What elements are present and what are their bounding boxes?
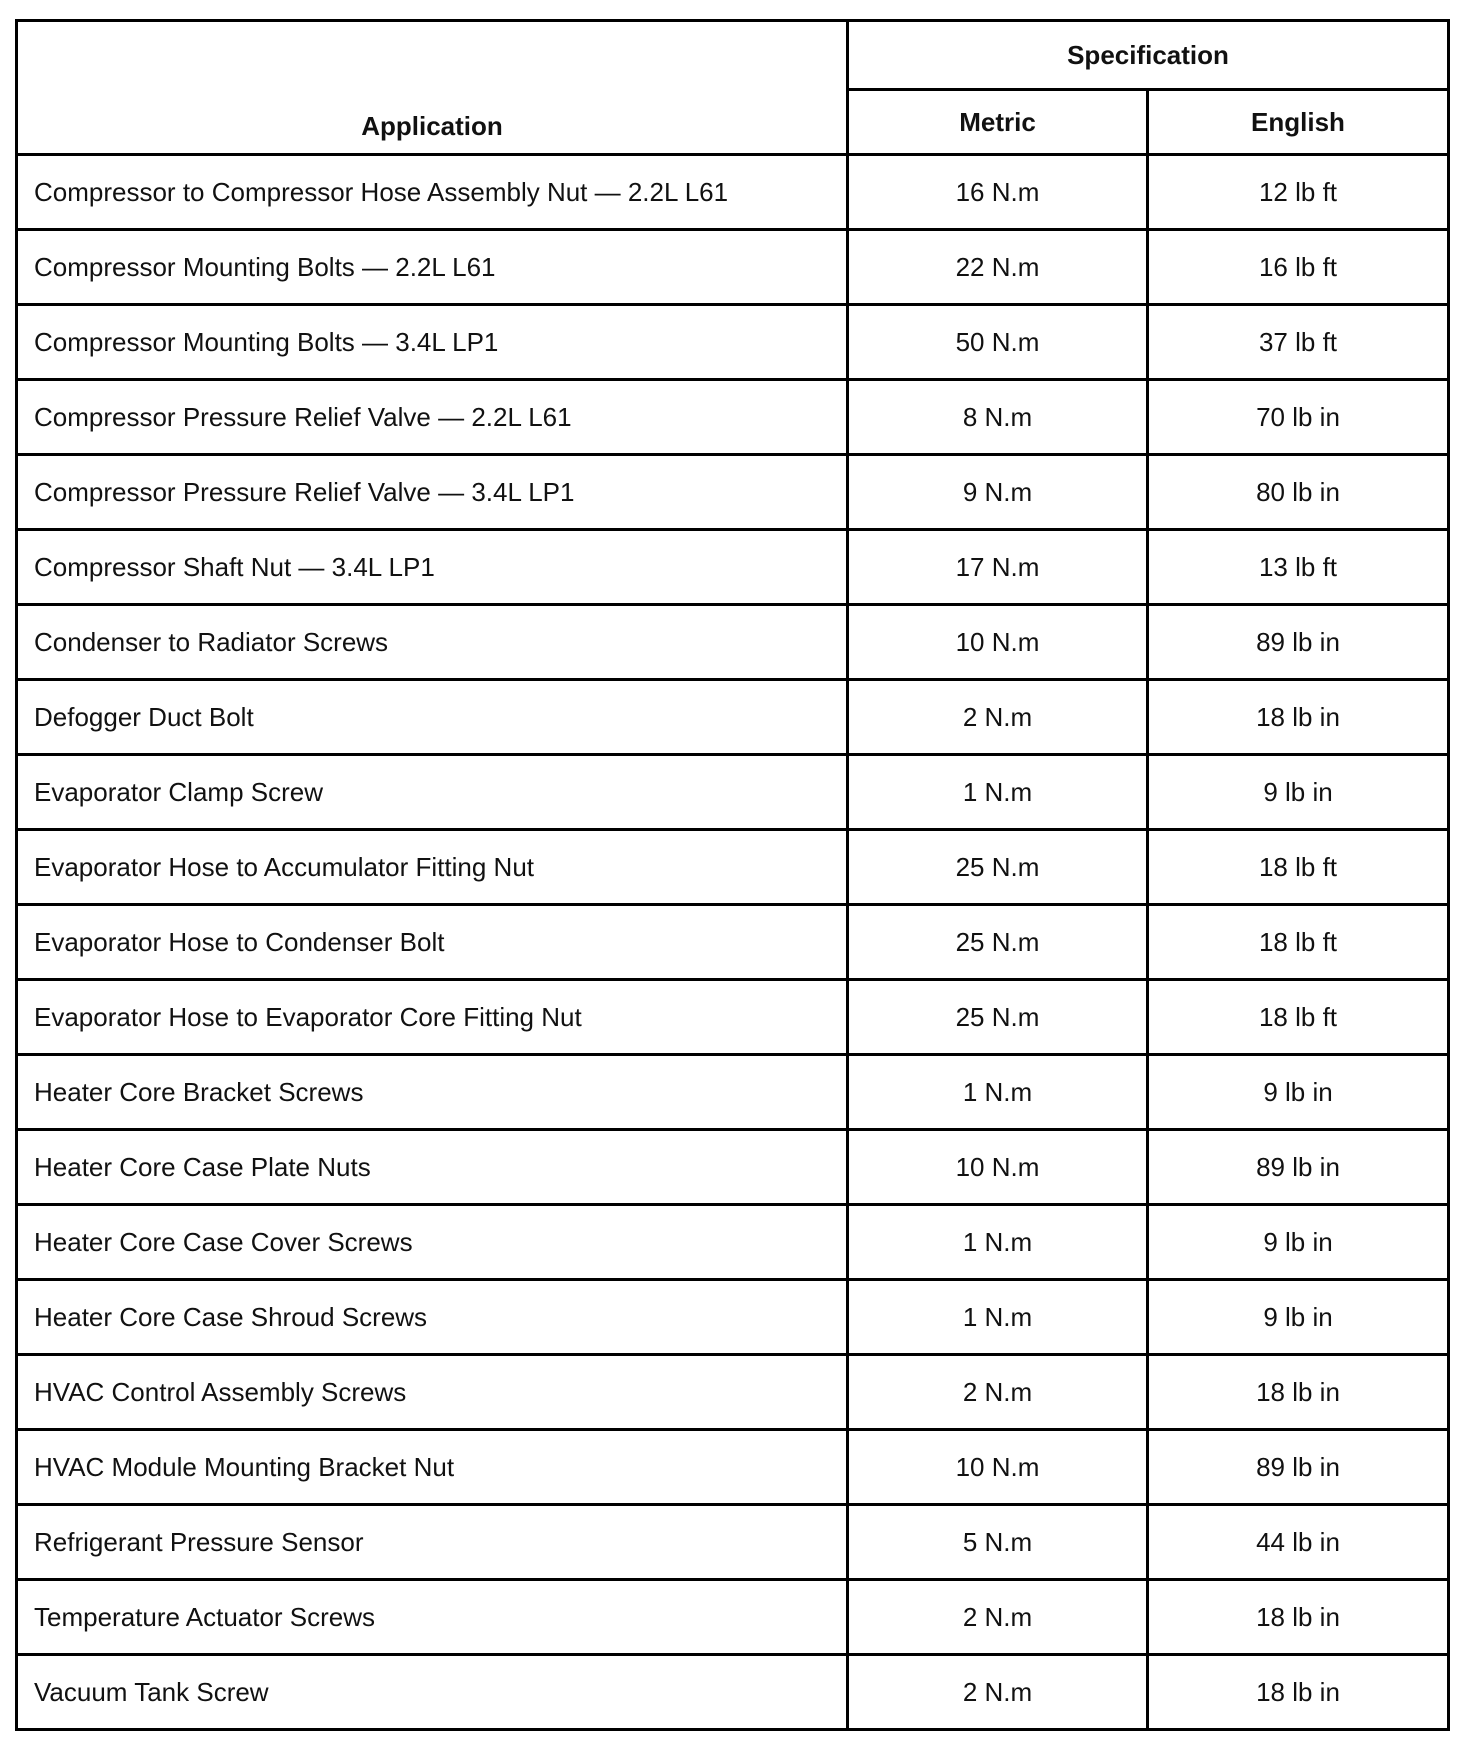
- english-cell: 18 lb in: [1148, 1580, 1449, 1655]
- application-cell: Evaporator Clamp Screw: [17, 755, 848, 830]
- table-row: [17, 1505, 1449, 1580]
- english-cell: 12 lb ft: [1148, 155, 1449, 230]
- metric-cell: 22 N.m: [848, 230, 1148, 305]
- metric-cell: 2 N.m: [848, 1580, 1148, 1655]
- metric-cell: 1 N.m: [848, 1055, 1148, 1130]
- application-cell: Condenser to Radiator Screws: [17, 605, 848, 680]
- table-body: [17, 155, 1449, 1730]
- application-cell: Compressor to Compressor Hose Assembly Nut — 2.2L L61: [17, 155, 848, 230]
- header-row-top: [17, 21, 1449, 90]
- english-cell: 18 lb in: [1148, 680, 1449, 755]
- table-row: [17, 380, 1449, 455]
- application-cell: Evaporator Hose to Accumulator Fitting Nut: [17, 830, 848, 905]
- application-cell: Refrigerant Pressure Sensor: [17, 1505, 848, 1580]
- table-row: [17, 1055, 1449, 1130]
- application-cell: Heater Core Bracket Screws: [17, 1055, 848, 1130]
- english-cell: 18 lb ft: [1148, 980, 1449, 1055]
- table-row: [17, 1655, 1449, 1730]
- english-cell: 70 lb in: [1148, 380, 1449, 455]
- application-cell: Heater Core Case Plate Nuts: [17, 1130, 848, 1205]
- application-cell: Defogger Duct Bolt: [17, 680, 848, 755]
- table-row: [17, 155, 1449, 230]
- metric-cell: 10 N.m: [848, 605, 1148, 680]
- table-row: [17, 1430, 1449, 1505]
- application-cell: Compressor Pressure Relief Valve — 3.4L LP1: [17, 455, 848, 530]
- metric-cell: 10 N.m: [848, 1430, 1148, 1505]
- metric-cell: 8 N.m: [848, 380, 1148, 455]
- application-header: Application: [17, 21, 848, 155]
- english-cell: 18 lb ft: [1148, 830, 1449, 905]
- fastener-specifications-table: [15, 19, 1450, 1731]
- application-cell: HVAC Module Mounting Bracket Nut: [17, 1430, 848, 1505]
- english-cell: 18 lb ft: [1148, 905, 1449, 980]
- english-cell: 89 lb in: [1148, 605, 1449, 680]
- table-row: [17, 305, 1449, 380]
- metric-cell: 5 N.m: [848, 1505, 1148, 1580]
- english-cell: 18 lb in: [1148, 1655, 1449, 1730]
- application-cell: Compressor Pressure Relief Valve — 2.2L L61: [17, 380, 848, 455]
- english-cell: 37 lb ft: [1148, 305, 1449, 380]
- application-cell: Heater Core Case Shroud Screws: [17, 1280, 848, 1355]
- application-cell: Evaporator Hose to Evaporator Core Fitting Nut: [17, 980, 848, 1055]
- english-cell: 80 lb in: [1148, 455, 1449, 530]
- application-cell: Vacuum Tank Screw: [17, 1655, 848, 1730]
- metric-cell: 17 N.m: [848, 530, 1148, 605]
- english-cell: 9 lb in: [1148, 1280, 1449, 1355]
- table-row: [17, 755, 1449, 830]
- english-cell: 9 lb in: [1148, 755, 1449, 830]
- metric-cell: 50 N.m: [848, 305, 1148, 380]
- table-row: [17, 1130, 1449, 1205]
- table-row: [17, 830, 1449, 905]
- metric-cell: 1 N.m: [848, 1205, 1148, 1280]
- metric-cell: 10 N.m: [848, 1130, 1148, 1205]
- specification-header: Specification: [848, 21, 1449, 90]
- table-row: [17, 605, 1449, 680]
- metric-cell: 1 N.m: [848, 755, 1148, 830]
- english-cell: 18 lb in: [1148, 1355, 1449, 1430]
- table-row: [17, 230, 1449, 305]
- english-cell: 89 lb in: [1148, 1130, 1449, 1205]
- metric-cell: 2 N.m: [848, 1355, 1148, 1430]
- metric-cell: 2 N.m: [848, 680, 1148, 755]
- english-cell: 9 lb in: [1148, 1055, 1449, 1130]
- table-row: [17, 455, 1449, 530]
- table-row: [17, 905, 1449, 980]
- english-cell: 89 lb in: [1148, 1430, 1449, 1505]
- application-cell: Evaporator Hose to Condenser Bolt: [17, 905, 848, 980]
- metric-cell: 25 N.m: [848, 980, 1148, 1055]
- table-row: [17, 1580, 1449, 1655]
- metric-cell: 25 N.m: [848, 830, 1148, 905]
- english-cell: 13 lb ft: [1148, 530, 1449, 605]
- table-row: [17, 1280, 1449, 1355]
- english-cell: 9 lb in: [1148, 1205, 1449, 1280]
- metric-cell: 25 N.m: [848, 905, 1148, 980]
- application-cell: Temperature Actuator Screws: [17, 1580, 848, 1655]
- english-cell: 16 lb ft: [1148, 230, 1449, 305]
- table-row: [17, 1355, 1449, 1430]
- application-cell: Heater Core Case Cover Screws: [17, 1205, 848, 1280]
- application-cell: HVAC Control Assembly Screws: [17, 1355, 848, 1430]
- table-row: [17, 530, 1449, 605]
- metric-cell: 9 N.m: [848, 455, 1148, 530]
- metric-cell: 2 N.m: [848, 1655, 1148, 1730]
- application-cell: Compressor Mounting Bolts — 2.2L L61: [17, 230, 848, 305]
- table-row: [17, 680, 1449, 755]
- application-cell: Compressor Shaft Nut — 3.4L LP1: [17, 530, 848, 605]
- english-cell: 44 lb in: [1148, 1505, 1449, 1580]
- table-row: [17, 980, 1449, 1055]
- english-header: English: [1148, 90, 1449, 155]
- table-row: [17, 1205, 1449, 1280]
- metric-cell: 16 N.m: [848, 155, 1148, 230]
- application-cell: Compressor Mounting Bolts — 3.4L LP1: [17, 305, 848, 380]
- metric-cell: 1 N.m: [848, 1280, 1148, 1355]
- metric-header: Metric: [848, 90, 1148, 155]
